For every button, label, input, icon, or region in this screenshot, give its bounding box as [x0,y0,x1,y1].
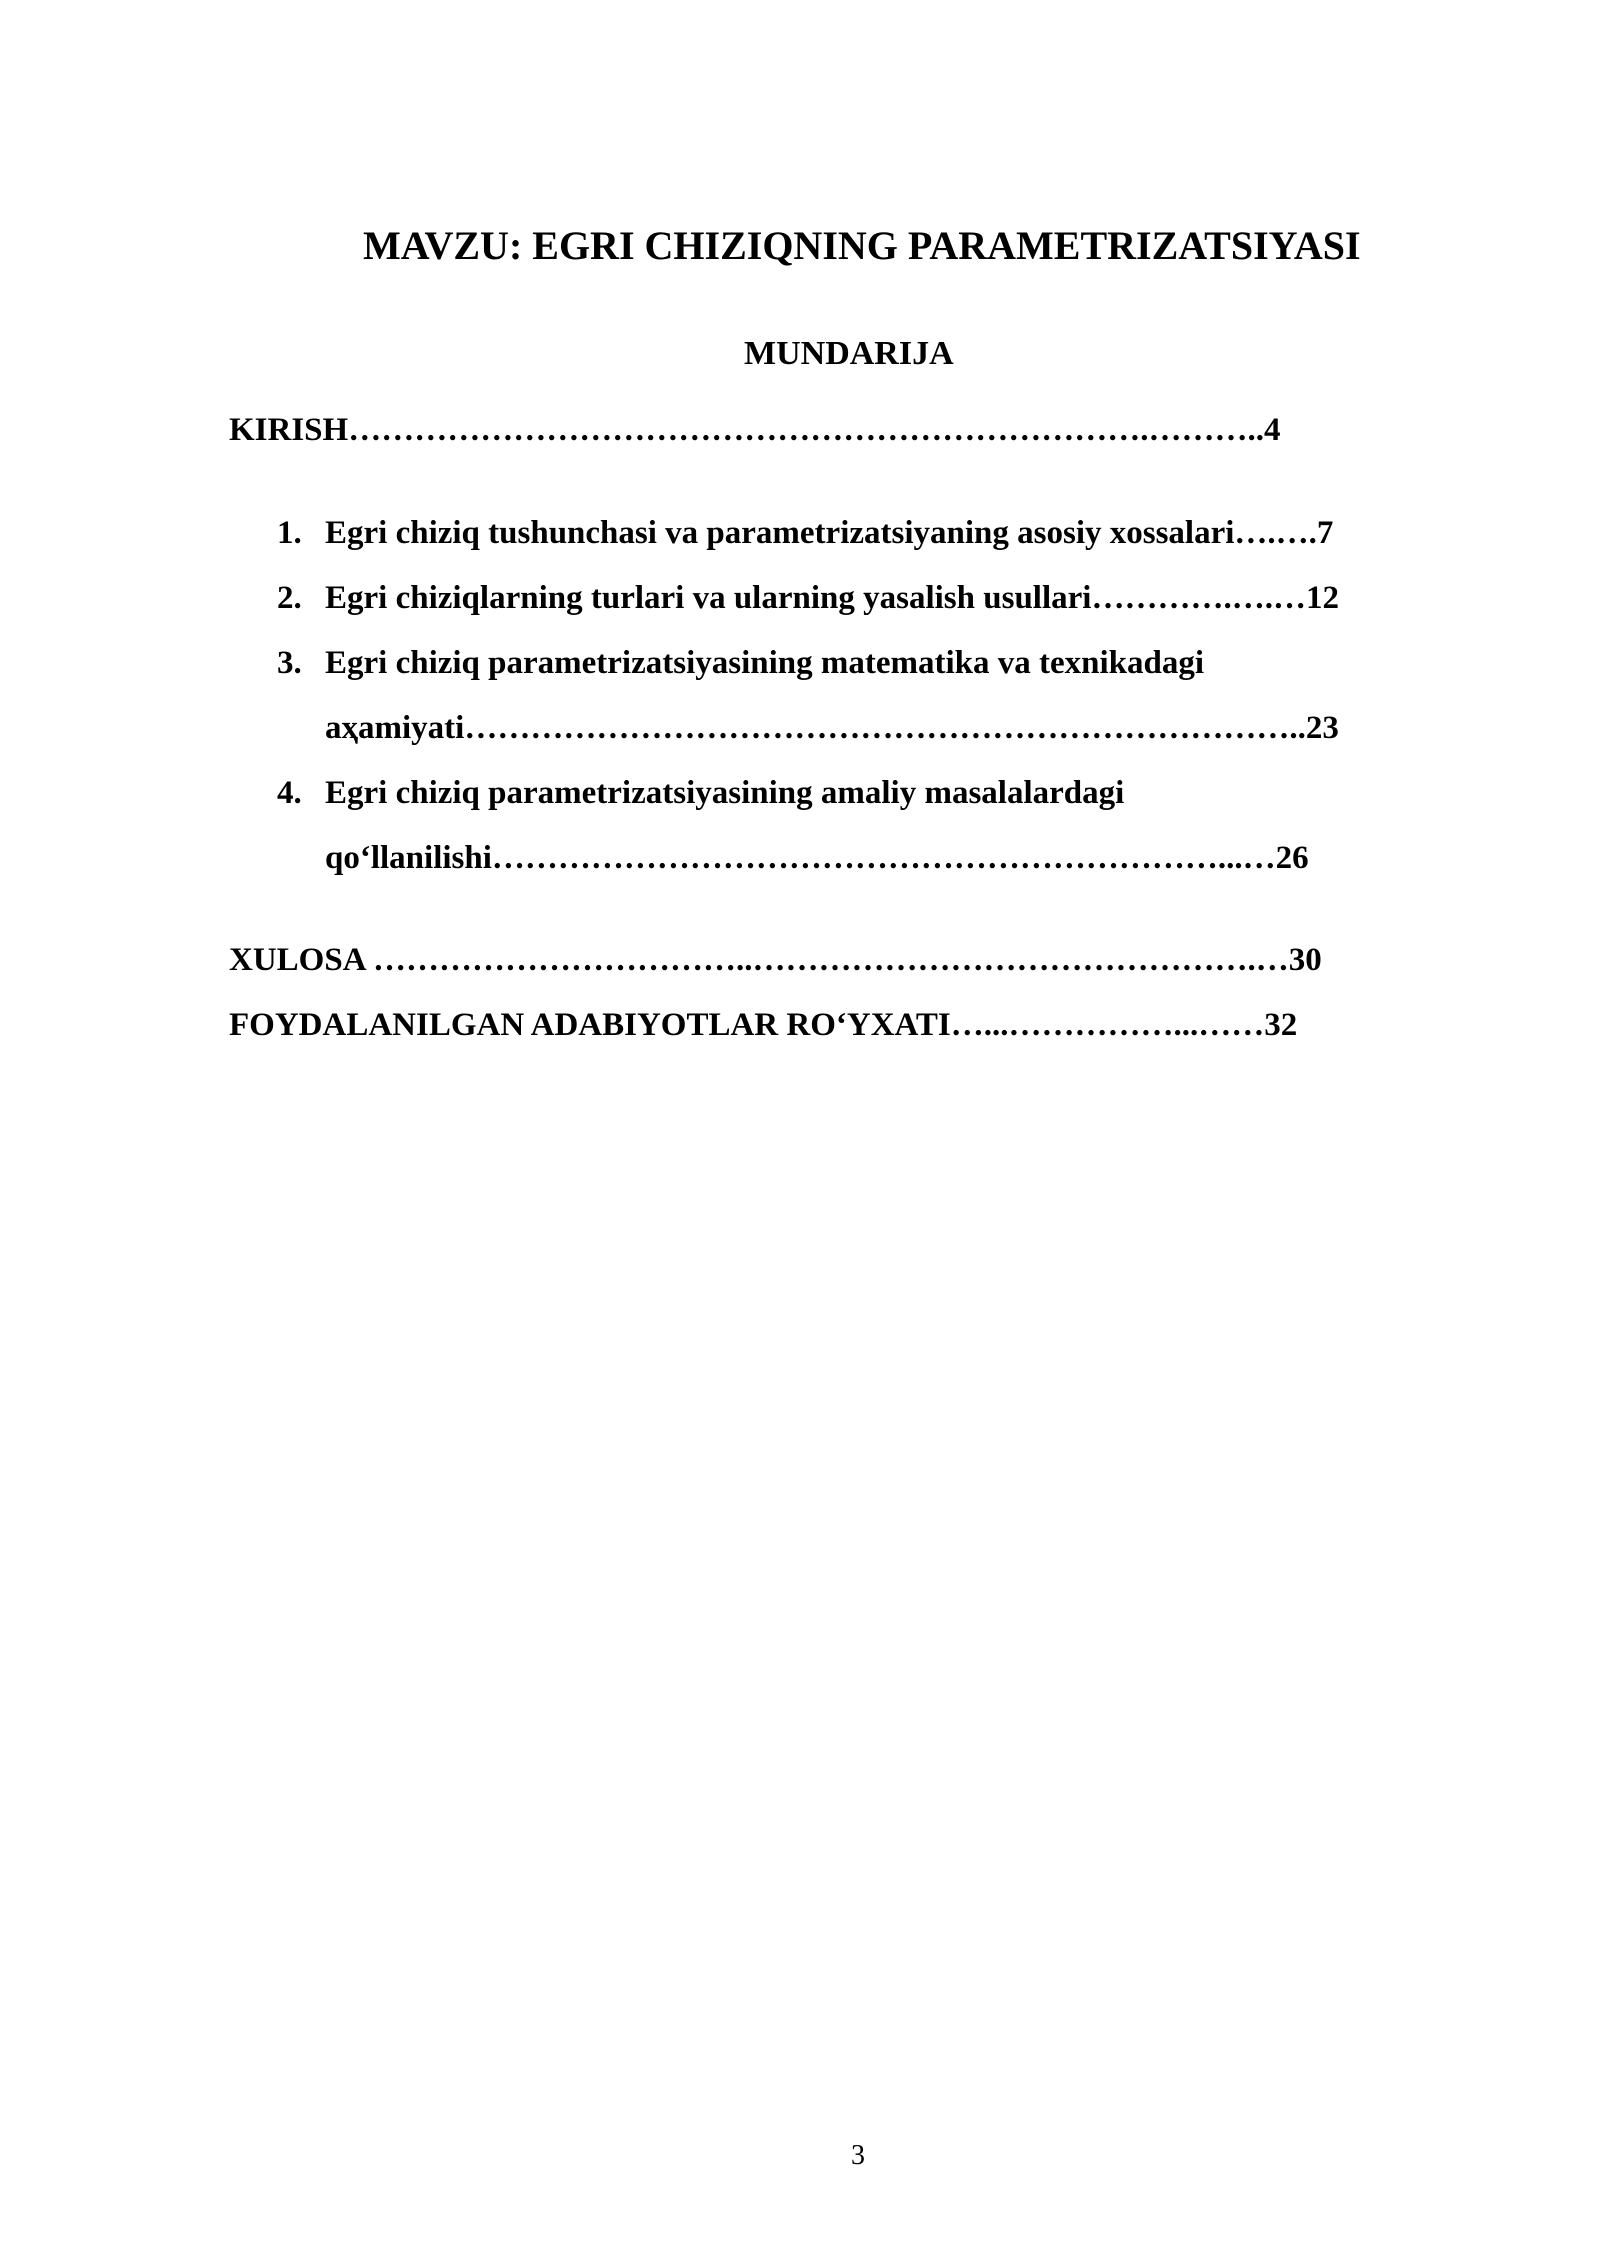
toc-entry-1[interactable]: Egri chiziq tushunchasi va parametrizatsiyaning asosiy xossalari….….7 [325,515,1334,551]
toc-entry-2[interactable]: Egri chiziqlarning turlari va ularning yasalish usullari………….….…12 [325,580,1339,616]
toc-entry-4-continuation[interactable]: qo‘llanilishi…………………………………………………………...…26 [325,840,1309,876]
toc-entry-conclusion[interactable]: XULOSA ……………………………..……………………………………….…30 [229,942,1322,978]
page-number: 3 [851,2140,865,2171]
toc-entry-4[interactable]: Egri chiziq parametrizatsiyasining amaliy masalalardagi [325,775,1125,811]
toc-item-number: 1. [277,515,302,551]
toc-entry-intro[interactable]: KIRISH……………………………………………………………….………..4 [229,412,1281,448]
contents-heading: MUNDARIJA [744,335,954,372]
toc-item-number: 2. [277,580,302,616]
toc-entry-3[interactable]: Egri chiziq parametrizatsiyasining matematika va texnikadagi [325,645,1205,681]
toc-item-number: 4. [277,775,302,811]
toc-entry-3-continuation[interactable]: aҳamiyati…………………………………………………………………..23 [325,710,1339,746]
toc-item-number: 3. [277,645,302,681]
toc-entry-references[interactable]: FOYDALANILGAN ADABIYOTLAR RO‘YXATI…...……………...……32 [229,1007,1298,1043]
document-title: MAVZU: EGRI CHIZIQNING PARAMETRIZATSIYASI [363,223,1361,268]
